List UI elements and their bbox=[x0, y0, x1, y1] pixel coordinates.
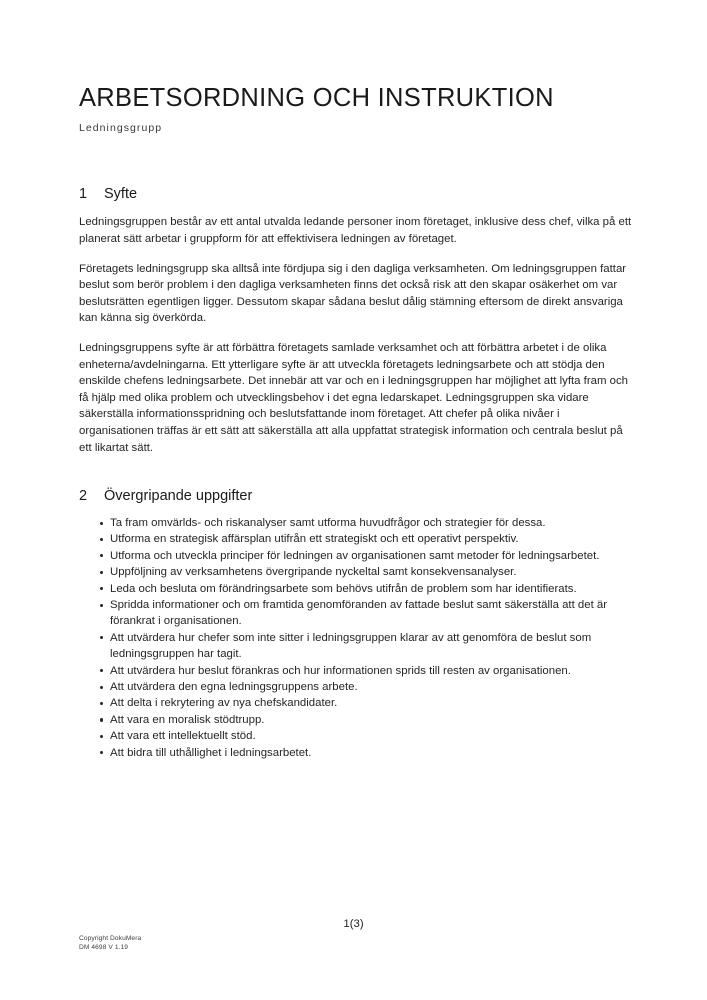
section-overgripande-uppgifter bbox=[79, 456, 635, 761]
page-number: 1(3) bbox=[343, 918, 364, 930]
section-1-title: Syfte bbox=[104, 185, 138, 202]
list-item: Att utvärdera hur beslut förankras och hur informationen sprids till resten av organisationen. bbox=[79, 663, 635, 679]
list-item: Utforma en strategisk affärsplan utifrån ett strategiskt och ett operativt perspektiv. bbox=[79, 531, 635, 547]
section-1-heading bbox=[79, 185, 635, 204]
section-1-number: 1 bbox=[79, 185, 88, 202]
document-id: DM 4698 V 1.19 bbox=[79, 944, 129, 952]
document-subtitle: Ledningsgrupp bbox=[79, 121, 163, 134]
copyright-notice: Copyright DokuMera bbox=[79, 935, 142, 942]
list-item: Att delta i rekrytering av nya chefskandidater. bbox=[79, 695, 635, 711]
paragraph: Ledningsgruppen består av ett antal utvalda ledande personer inom företaget, inklusive dess chef, vilka på ett planerat sätt arbetar i gruppform för att effektivisera ledningen av företaget. bbox=[79, 216, 632, 245]
list-item: Att utvärdera den egna ledningsgruppens arbete. bbox=[79, 679, 635, 695]
list-item: Att vara ett intellektuellt stöd. bbox=[79, 728, 635, 744]
section-2-number: 2 bbox=[79, 488, 88, 505]
section-2-title: Övergripande uppgifter bbox=[104, 488, 253, 505]
list-item: Att utvärdera hur chefer som inte sitter i ledningsgruppen klarar av att genomföra de beslut som ledningsgruppen har tagit. bbox=[79, 630, 635, 663]
list-item: Leda och besluta om förändringsarbete som behövs utifrån de problem som har identifierats. bbox=[79, 581, 635, 597]
task-list bbox=[79, 506, 635, 761]
list-item: Utforma och utveckla principer för ledningen av organisationen samt metoder för ledningsarbetet. bbox=[79, 548, 635, 564]
list-item: Spridda informationer och om framtida genomföranden av fattade beslut samt säkerställa att det är förankrat i organisationen. bbox=[79, 597, 635, 630]
paragraph: Företagets ledningsgrupp ska alltså inte fördjupa sig i den dagliga verksamheten. Om ledningsgruppen fattar beslut som berör problem i den dagliga verksamheten finns det också risk att den skapar osäkerhet om var beslutsrätten egentligen ligger. Dessutom skapar sådana beslut dålig stämning eftersom de direkt ansvariga kan känna sig överkörda. bbox=[79, 262, 627, 325]
list-item: Ta fram omvärlds- och riskanalyser samt utforma huvudfrågor och strategier för dessa. bbox=[79, 515, 635, 531]
section-2-heading bbox=[79, 487, 635, 506]
paragraph: Ledningsgruppens syfte är att förbättra företagets samlade verksamhet och att förbättra arbetet i de olika enheterna/avdelningarna. Ett ytterligare syfte är att utveckla företagets ledningsarbete och att stödja den enskilde chefens ledningsarbete. Det innebär att var och en i ledningsgruppen har möjlighet att lyfta fram och få hjälp med olika problem och utvecklingsbehov i det egna ledarskapet. Ledningsgruppen ska vidare säkerställa informationsspridning och beslutsfattande inom företaget. Att chefer på olika nivåer i organisationen träffas är ett sätt att säkerställa att alla uppfattat strategisk information och centrala beslut på ett likartat sätt. bbox=[79, 341, 628, 454]
list-item: Uppföljning av verksamhetens övergripande nyckeltal samt konsekvensanalyser. bbox=[79, 564, 635, 580]
list-item: Att vara en moralisk stödtrupp. bbox=[79, 712, 635, 728]
document-body bbox=[79, 0, 635, 761]
page-title: ARBETSORDNING OCH INSTRUKTION bbox=[79, 84, 554, 112]
footer-metadata bbox=[79, 934, 141, 953]
list-item: Att bidra till uthållighet i ledningsarbetet. bbox=[79, 745, 635, 761]
section-syfte bbox=[79, 134, 635, 457]
